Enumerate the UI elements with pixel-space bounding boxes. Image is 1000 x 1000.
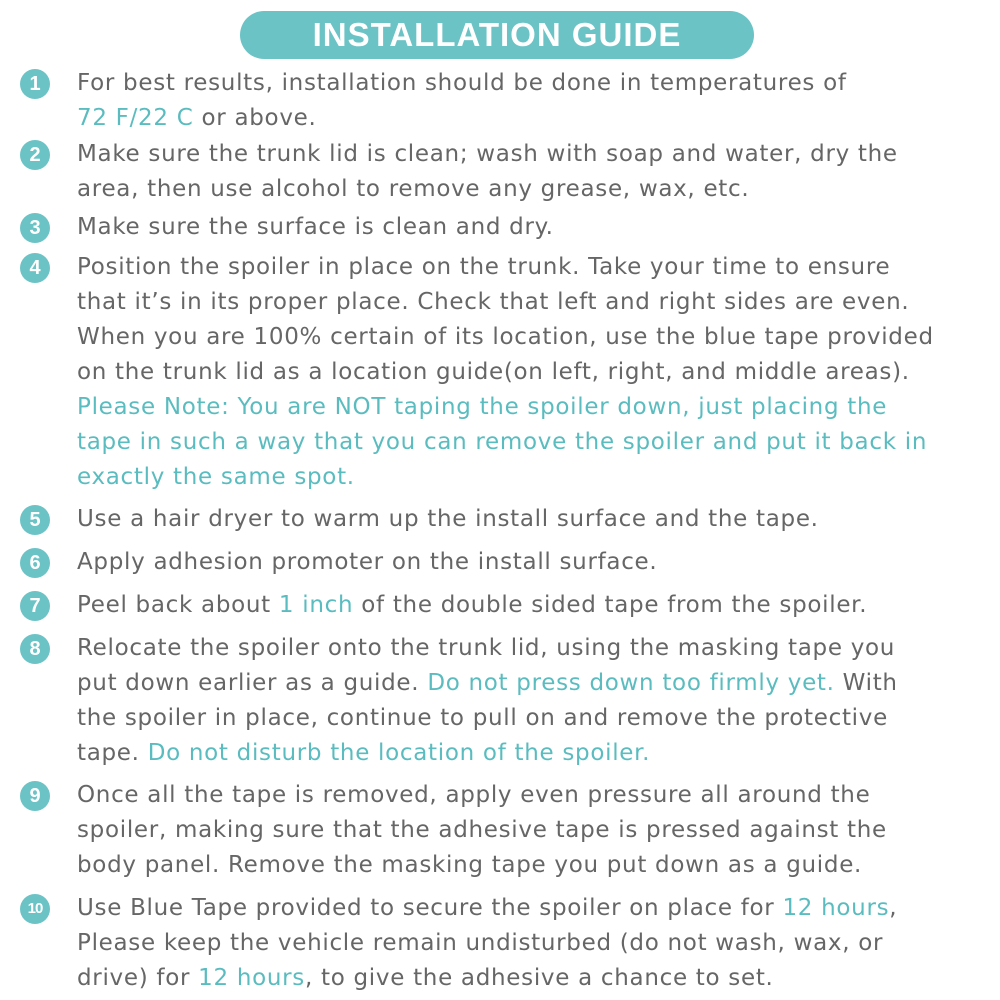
step-line: that it’s in its proper place. Check that left and right sides are even. [77, 289, 910, 315]
step-text [77, 631, 977, 771]
step-number-badge: 8 [20, 634, 50, 664]
note-line: exactly the same spot. [77, 464, 355, 490]
highlight-length: 1 inch [278, 592, 354, 618]
step-line: tape. [77, 740, 148, 766]
step-line: Once all the tape is removed, apply even pressure all around the [77, 782, 871, 808]
step-text [77, 137, 977, 207]
step-number-badge: 9 [20, 781, 50, 811]
step-line: Apply adhesion promoter on the install surface. [77, 549, 658, 575]
step-line: With [834, 670, 898, 696]
step-number-badge: 10 [20, 894, 50, 924]
step-number-badge: 6 [20, 548, 50, 578]
step-line: Please keep the vehicle remain undisturbed (do not wash, wax, or [77, 930, 884, 956]
step-line: spoiler, making sure that the adhesive tape is pressed against the [77, 817, 887, 843]
step-line: Position the spoiler in place on the trunk. Take your time to ensure [77, 254, 891, 280]
step-number-badge: 7 [20, 591, 50, 621]
step-line: For best results, installation should be done in temperatures of [77, 70, 847, 96]
highlight-duration: 12 hours [782, 895, 890, 921]
step-text [77, 502, 977, 537]
step-line: Peel back about [77, 592, 279, 618]
step-text [77, 66, 977, 136]
note-line: tape in such a way that you can remove the spoiler and put it back in [77, 429, 928, 455]
step-line: on the trunk lid as a location guide(on left, right, and middle areas). [77, 359, 910, 385]
step-line: put down earlier as a guide. [77, 670, 428, 696]
step-text [77, 210, 977, 245]
step-line: , [889, 895, 898, 921]
step-line: the spoiler in place, continue to pull on and remove the protective [77, 705, 888, 731]
title-banner [240, 11, 754, 59]
highlight-warning: Do not disturb the location of the spoiler. [147, 740, 651, 766]
step-line: of the double sided tape from the spoiler. [353, 592, 868, 618]
highlight-duration: 12 hours [198, 965, 305, 991]
step-number-badge: 4 [20, 253, 50, 283]
step-line: or above. [193, 105, 317, 131]
step-line: Use a hair dryer to warm up the install surface and the tape. [77, 506, 819, 532]
page-title: INSTALLATION GUIDE [312, 16, 682, 53]
step-text [77, 588, 977, 623]
step-number-badge: 3 [20, 213, 50, 243]
step-number-badge: 1 [20, 69, 50, 99]
step-line: Make sure the trunk lid is clean; wash with soap and water, dry the [77, 141, 898, 167]
step-number-badge: 5 [20, 505, 50, 535]
highlight-warning: Do not press down too firmly yet. [427, 670, 835, 696]
step-line: Relocate the spoiler onto the trunk lid, using the masking tape you [77, 635, 896, 661]
highlight-temperature: 72 F/22 C [77, 105, 194, 131]
step-line: , to give the adhesive a chance to set. [304, 965, 774, 991]
note-line: Please Note: You are NOT taping the spoiler down, just placing the [77, 394, 888, 420]
step-text [77, 250, 977, 495]
step-line: area, then use alcohol to remove any grease, wax, etc. [77, 176, 750, 202]
step-line: Use Blue Tape provided to secure the spoiler on place for [77, 895, 783, 921]
step-line: When you are 100% certain of its location, use the blue tape provided [77, 324, 934, 350]
step-text [77, 891, 977, 996]
step-text [77, 778, 977, 883]
step-number-badge: 2 [20, 140, 50, 170]
step-line: Make sure the surface is clean and dry. [77, 214, 554, 240]
step-text [77, 545, 977, 580]
step-line: body panel. Remove the masking tape you put down as a guide. [77, 852, 863, 878]
step-line: drive) for [77, 965, 199, 991]
